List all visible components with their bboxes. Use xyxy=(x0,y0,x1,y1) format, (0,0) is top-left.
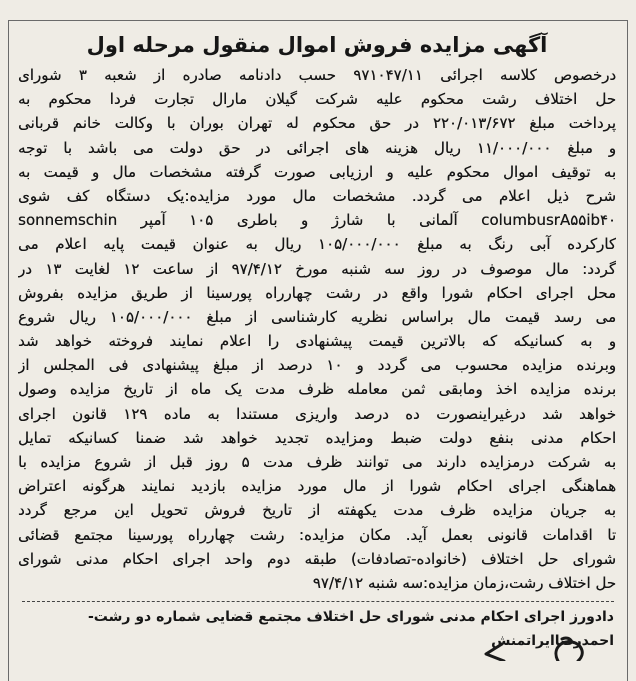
body-line: به جریان مزایده ظرف مدت یکهفته از تاریخ فروش تحویل این مرجع گردد xyxy=(18,501,616,520)
body-line: تا اقدامات قانونی بعمل آید. مکان مزایده: رشت چهارراه پورسینا مجتمع قضائی xyxy=(18,525,616,544)
body-line: به شرکت درمزایده دارند می توانند ظرف مدت ۵ روز قبل از شروع مزایده با xyxy=(18,453,616,471)
body-line: احکام مدنی بنفع دولت ضبط ومزایده تجدید خواهد شد ضمنا کسانیکه تمایل xyxy=(18,428,616,447)
body-line-item-model: columbusrA۵۵ib۴۰ آلمانی با شارژ و باطری ۱۰۵ آمپر sonnemschin xyxy=(18,211,616,230)
body-line: شورای حل اختلاف (خانواده-تصادفات) طبقه دوم واحد اجرای احکام مدنی شورای xyxy=(18,549,616,568)
body-line: گردد: مال موصوف در روز سه شنبه مورخ ۹۷/۴/۱۲ از ساعت ۱۲ لغایت ۱۳ در xyxy=(18,259,616,278)
body-line: و به کسانیکه که بالاترین قیمت پیشنهادی را اعلام نمایند فروخته خواهد شد xyxy=(18,332,616,351)
notice-title: آگهی مزایده فروش اموال منقول مرحله اول xyxy=(86,33,548,57)
signature-name: احمدرضاایراتمنش xyxy=(491,633,614,649)
body-line: هماهنگی اجرای احکام شورا از مال مورد مزایده بازدید نمایند هرگونه اعتراض xyxy=(18,477,616,496)
body-line: خواهد شد درغیراینصورت ده درصد واریزی مستندا به ماده ۱۲۹ قانون اجرای xyxy=(18,404,616,423)
signature-divider xyxy=(22,601,614,602)
body-line: وبرنده مزایده محسوب می گردد و ۱۰ درصد از مبلغ پیشنهادی فی المجلس از xyxy=(18,356,616,375)
body-line: شرح ذیل اعلام می گردد. مشخصات مال مورد مزایده:یک دستگاه کف شوی xyxy=(18,186,616,205)
body-line-last: حل اختلاف رشت،زمان مزایده:سه شنبه ۹۷/۴/۱۲ xyxy=(312,573,616,592)
body-line: حل اختلاف رشت محکوم علیه شرکت گیلان مارال تجارت فردا محکوم به xyxy=(18,90,616,109)
body-line: درخصوص کلاسه اجرائی ۹۷۱۰۴۷/۱۱ حسب دادنامه صادره از شعبه ۳ شورای xyxy=(18,66,616,84)
body-line: محل اجرای احکام شورا واقع در رشت چهارراه پورسینا از طریق مزایده بفروش xyxy=(18,283,616,302)
notice-body xyxy=(18,63,616,595)
signature-office: دادورز اجرای احکام مدنی شورای حل اختلاف مجتمع قضایی شماره دو رشت- xyxy=(87,609,614,625)
body-line: پرداخت مبلغ ۲۲۰/۰۱۳/۶۷۲ در حق محکوم له تهران بوران با وکالت خانم قربانی xyxy=(18,114,616,133)
body-line: کارکرده آبی رنگ به مبلغ ۱۰۵/۰۰۰/۰۰۰ ریال به عنوان قیمت پایه اعلام می xyxy=(18,235,616,254)
body-line: به توقیف اموال محکوم علیه و ارزیابی صورت گرفته مشخصات مال و قیمت به xyxy=(18,162,616,181)
body-line: و مبلغ ۱۱/۰۰۰/۰۰۰ ریال هزینه های اجرائی در حق دولت می باشد با توجه xyxy=(18,138,616,157)
body-line: می رسد قیمت مال براساس نظریه کارشناسی از مبلغ ۱۰۵/۰۰۰/۰۰۰ ریال شروع xyxy=(18,307,616,326)
body-line: برنده مزایده اخذ ومابقی ثمن معامله ظرف مدت یک ماه از تاریخ مزایده وصول xyxy=(18,380,616,399)
handwritten-mark xyxy=(440,636,620,661)
